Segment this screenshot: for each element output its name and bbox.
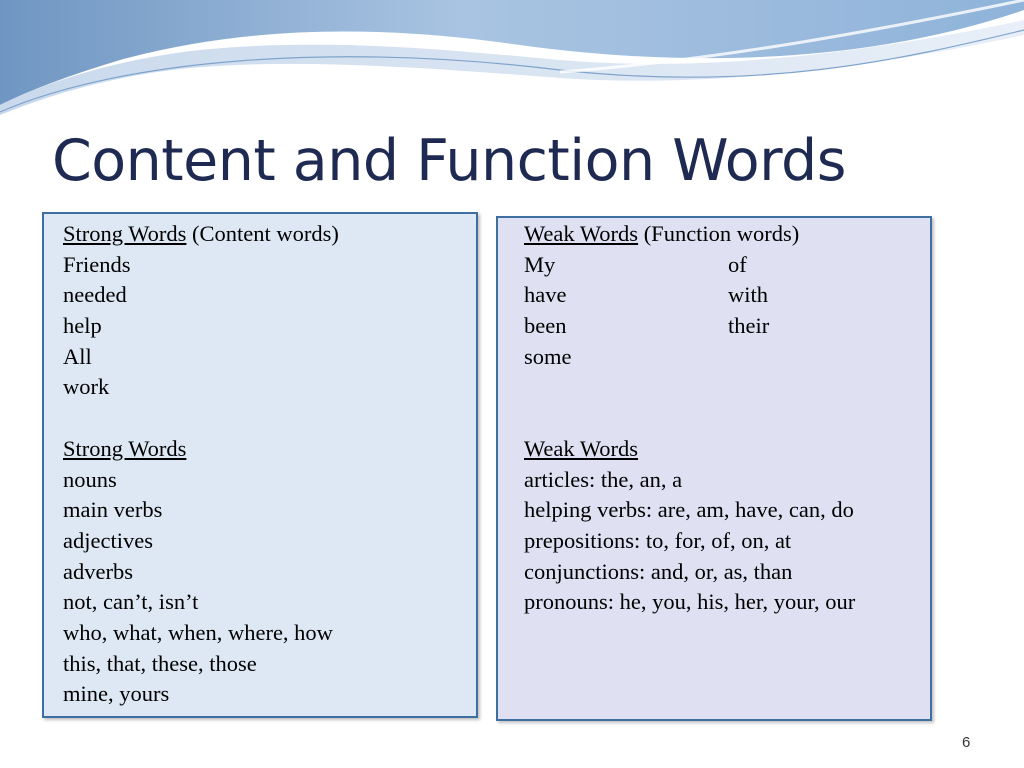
weak-words-heading-underlined: Weak Words: [524, 221, 639, 246]
page-number: 6: [962, 734, 971, 751]
strong-category-item: who, what, when, where, how: [63, 619, 333, 645]
strong-category-item: nouns: [63, 466, 117, 492]
weak-word-row: [524, 311, 930, 342]
header-wave-decoration: [0, 0, 1024, 120]
strong-word-item: help: [63, 313, 102, 339]
weak-category-item: prepositions: to, for, of, on, at: [524, 527, 792, 553]
strong-words-heading: [63, 219, 476, 250]
strong-words-categories-heading-text: Strong Words: [63, 435, 187, 461]
strong-words-heading-rest: (Content words): [186, 221, 339, 246]
strong-category-item: mine, yours: [63, 681, 170, 707]
slide-title: Content and Function Words: [52, 128, 846, 194]
weak-category-item: articles: the, an, a: [524, 466, 683, 492]
strong-category-item: this, that, these, those: [63, 650, 257, 676]
spacer: [524, 372, 930, 403]
weak-words-heading-rest: (Function words): [638, 221, 800, 246]
weak-words-heading: [524, 219, 930, 250]
strong-word-item: work: [63, 374, 110, 400]
strong-word-item: Friends: [63, 251, 131, 277]
weak-word-item: My: [524, 251, 556, 277]
weak-word-row: [524, 280, 930, 311]
strong-words-categories-heading: [63, 434, 476, 465]
weak-word-row: [524, 250, 930, 281]
strong-category-item: main verbs: [63, 497, 163, 523]
weak-word-row: [524, 342, 930, 373]
strong-category-item: adjectives: [63, 527, 153, 553]
weak-words-categories-heading-text: Weak Words: [524, 435, 639, 461]
strong-word-item: needed: [63, 282, 127, 308]
strong-category-item: adverbs: [63, 558, 133, 584]
strong-words-box: [42, 212, 478, 718]
weak-word-item: with: [728, 282, 769, 308]
weak-word-item: have: [524, 282, 567, 308]
weak-words-categories-heading: [524, 434, 930, 465]
weak-word-item: some: [524, 343, 572, 369]
weak-words-box: [496, 216, 932, 721]
weak-word-item: been: [524, 313, 567, 339]
spacer: [524, 403, 930, 434]
weak-category-item: helping verbs: are, am, have, can, do: [524, 497, 854, 523]
spacer: [63, 403, 476, 434]
weak-word-item: their: [728, 313, 770, 339]
weak-category-item: pronouns: he, you, his, her, your, our: [524, 589, 856, 615]
strong-word-item: All: [63, 343, 92, 369]
weak-word-item: of: [728, 251, 747, 277]
strong-words-heading-underlined: Strong Words: [63, 221, 187, 246]
weak-category-item: conjunctions: and, or, as, than: [524, 558, 793, 584]
strong-category-item: not, can’t, isn’t: [63, 589, 199, 615]
